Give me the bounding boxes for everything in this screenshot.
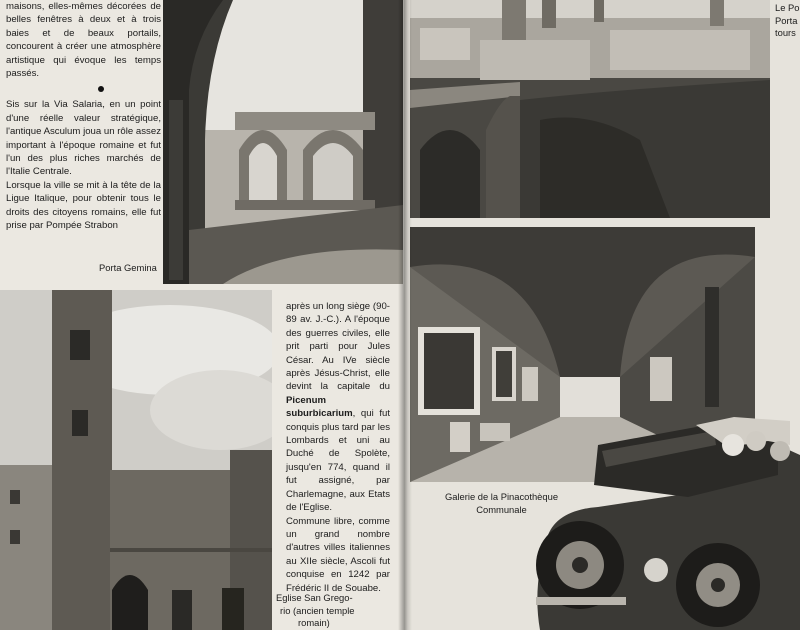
edge-caption-line-3: tours — [775, 27, 796, 38]
history-paragraph-1 — [286, 300, 390, 515]
history-paragraph-2: Commune libre, comme un grand nombre d'autres villes italiennes au XIIe siècle, Ascoli fut conquise en 1242 par Frédéric II de Souabe. — [286, 515, 390, 594]
picenum-bold-term: Picenum suburbicarium — [286, 394, 353, 420]
history-text-end: , qui fut conquis plus tard par les Lombards et uni au Duché de Spolète, jusqu'en 774, quand il fut assigné, par Charlemagne, aux Etats de l'Eglise. — [286, 408, 390, 514]
book-gutter — [398, 0, 412, 630]
san-gregorio-caption-line-1: Eglise San Grego- — [276, 592, 353, 603]
san-gregorio-caption-line-3: romain) — [298, 617, 330, 628]
edge-caption-line-1: Le Po — [775, 2, 800, 13]
right-page — [404, 0, 800, 630]
vintage-car-image — [528, 415, 800, 630]
edge-caption-line-2: Porta — [775, 14, 798, 26]
edge-caption — [775, 2, 800, 40]
intro-paragraph-1: maisons, elles-mêmes décorées de belles fenêtres à deux et à trois baies et de beaux portails, concourent à créer une atmosphère artistique qui évoque les temps passés. — [6, 1, 161, 80]
pinacoteca-caption-line-2: Communale — [476, 503, 527, 515]
porta-gemina-caption: Porta Gemina — [99, 262, 157, 273]
pinacoteca-caption-line-1: Galerie de la Pinacothèque — [444, 491, 559, 502]
history-text-start: après un long siège (90-89 av. J.-C.). A l'époque des guerres civiles, elle prit parti pour Jules César. Au IVe siècle après Jésus-Christ, elle devint la capitale du — [286, 301, 390, 393]
intro-paragraph-3: Lorsque la ville se mit à la tête de la Ligue Italique, pour obtenir tous le droits des citoyens romains, elle fut prise par Pompée Strabon — [6, 179, 161, 232]
bullet-separator — [98, 86, 104, 92]
san-gregorio-caption — [276, 592, 386, 630]
intro-text-column — [6, 0, 161, 233]
town-bridge-photo — [410, 0, 770, 218]
history-text-column — [286, 300, 390, 595]
intro-paragraph-2: Sis sur la Via Salaria, en un point d'une réelle valeur stratégique, l'antique Asculum joua un rôle assez important à l'époque romaine et fut l'un des plus riches marchés de l'Italie Centrale. — [6, 99, 161, 178]
san-gregorio-caption-line-2: rio (ancien temple — [280, 604, 355, 616]
san-gregorio-photo — [0, 290, 272, 630]
porta-gemina-photo — [163, 0, 403, 284]
